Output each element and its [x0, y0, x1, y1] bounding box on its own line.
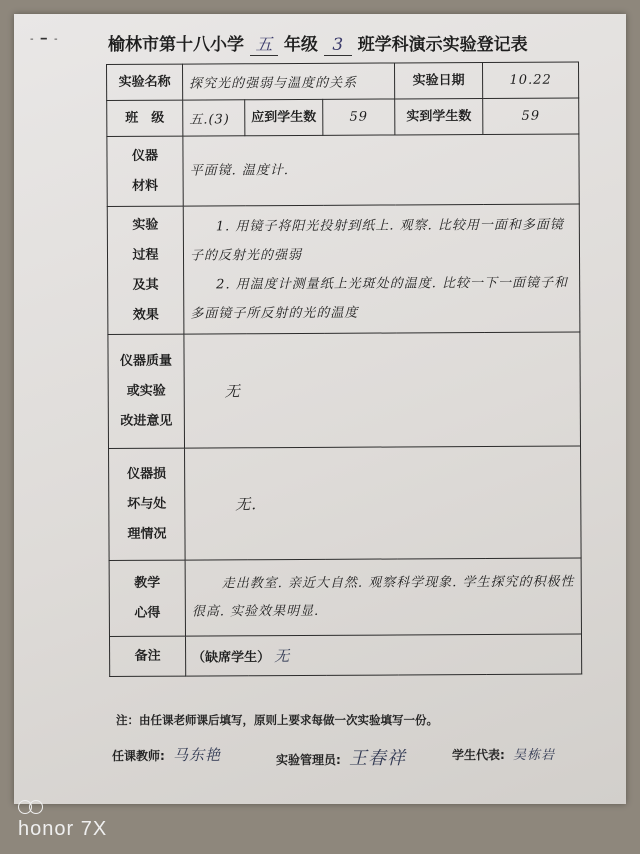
- row-quality: [108, 332, 581, 448]
- label-expected-students: 应到学生数: [245, 99, 323, 135]
- corner-marks: - ━ -: [30, 34, 60, 45]
- value-actual-students: 59: [483, 98, 579, 135]
- row-class: [107, 98, 579, 136]
- watermark-brand: honor 7X: [18, 818, 108, 840]
- label-class: 班 级: [107, 100, 183, 136]
- label-line: 及其: [132, 277, 159, 293]
- class-word: 班学科演示实验登记表: [357, 35, 528, 55]
- value-class: 五.(3): [183, 100, 245, 136]
- label-remarks: 备注: [109, 636, 185, 676]
- label-line: 材料: [132, 178, 159, 194]
- value-expected-students: 59: [323, 99, 395, 135]
- value-process: [183, 204, 580, 334]
- footer-note: 注：由任课老师课后填写，原则上要求每做一次实验填写一份。: [116, 713, 438, 727]
- label-experiment-name: 实验名称: [107, 64, 183, 100]
- label-quality: [108, 334, 185, 448]
- value-experiment-date: 10.22: [483, 62, 579, 99]
- grade-word: 年级: [283, 35, 318, 55]
- value-equipment: 平面镜. 温度计.: [183, 134, 579, 206]
- manager-label: 实验管理员:: [276, 753, 341, 767]
- row-process: [107, 204, 580, 334]
- camera-watermark: [18, 800, 107, 841]
- registration-table: [106, 62, 582, 677]
- label-line: 理情况: [127, 526, 167, 542]
- form-title: [108, 30, 578, 56]
- manager-name: 王春祥: [349, 748, 406, 769]
- label-line: 过程: [132, 247, 159, 263]
- label-process: [107, 206, 184, 334]
- label-experiment-date: 实验日期: [395, 63, 483, 99]
- value-damage: 无.: [185, 446, 582, 560]
- row-experiment-name: [107, 62, 579, 100]
- row-damage: [109, 446, 582, 560]
- ai-rings-icon: [18, 800, 44, 814]
- school-name: 榆林市第十八小学: [108, 35, 244, 55]
- label-line: 效果: [132, 307, 159, 323]
- process-step-2: 2. 用温度计测量纸上光斑处的温度. 比较一下一面镜子和多面镜子所反射的光的温度: [190, 275, 569, 322]
- process-step-1: 1. 用镜子将阳光投射到纸上. 观察. 比较用一面和多面镜子的反射光的强弱: [189, 217, 564, 264]
- remarks-absent-label: （缺席学生）: [192, 650, 271, 666]
- label-actual-students: 实到学生数: [395, 99, 483, 135]
- row-equipment: [107, 134, 579, 206]
- label-damage: [109, 448, 186, 560]
- student-name: 吴栋岩: [513, 748, 556, 763]
- student-label: 学生代表:: [452, 748, 505, 762]
- teacher-signature: [112, 744, 221, 765]
- label-line: 仪器质量: [120, 353, 173, 369]
- value-remarks: [185, 634, 581, 676]
- class-value: 3: [324, 35, 352, 56]
- teacher-label: 任课教师:: [112, 749, 165, 763]
- label-line: 仪器损: [127, 466, 167, 482]
- row-teaching: [109, 558, 581, 636]
- remarks-absent-value: 无: [274, 647, 291, 666]
- label-line: 或实验: [126, 383, 166, 399]
- value-experiment-name: 探究光的强弱与温度的关系: [183, 63, 395, 100]
- student-signature: [452, 744, 555, 763]
- manager-signature: [276, 744, 406, 770]
- label-teaching: [109, 560, 185, 636]
- value-quality: 无: [184, 332, 581, 448]
- label-line: 教学: [134, 575, 161, 591]
- label-line: 仪器: [131, 148, 159, 164]
- label-line: 改进意见: [120, 413, 173, 429]
- label-line: 坏与处: [127, 496, 167, 512]
- label-line: 实验: [132, 217, 159, 233]
- grade-value: 五: [250, 30, 278, 56]
- row-remarks: [109, 634, 581, 676]
- label-line: 心得: [134, 605, 161, 621]
- value-teaching: 走出教室. 亲近大自然. 观察科学现象. 学生探究的积极性很高. 实验效果明显.: [185, 558, 581, 636]
- teacher-name: 马东艳: [173, 746, 222, 764]
- label-equipment: [107, 136, 183, 206]
